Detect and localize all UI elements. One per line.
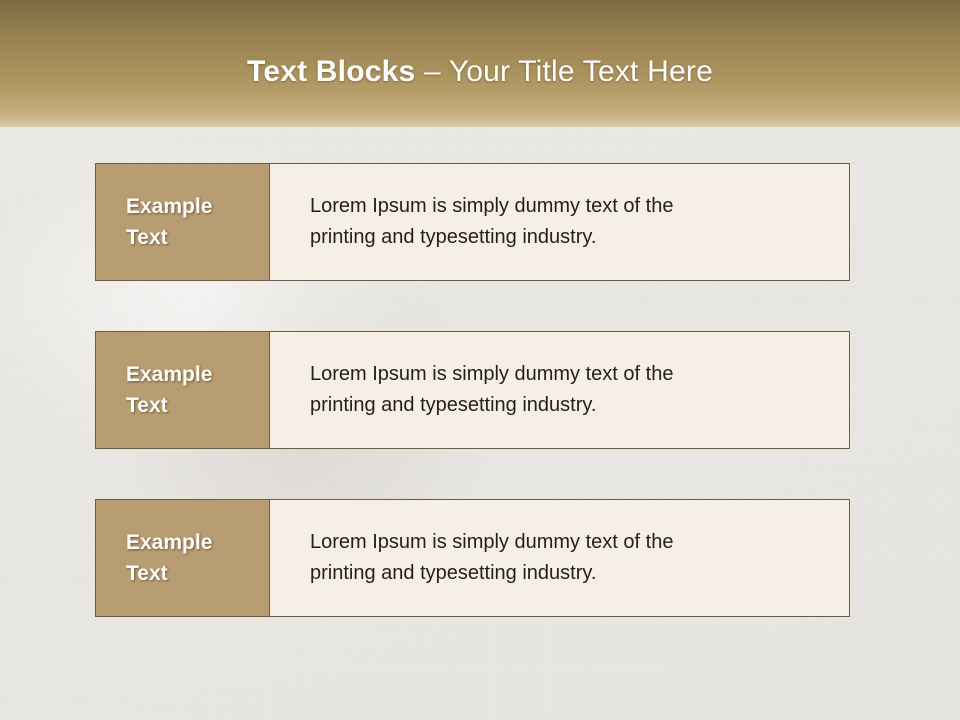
slide-header-band bbox=[0, 0, 960, 127]
text-block-label-line1: Example bbox=[126, 531, 213, 554]
page-title-separator: – bbox=[415, 55, 449, 88]
page-title-light: Your Title Text Here bbox=[448, 55, 713, 88]
text-block-label-line2: Text bbox=[126, 226, 168, 249]
text-block-label-line1: Example bbox=[126, 363, 213, 386]
text-block-label bbox=[96, 332, 270, 448]
text-block-label-line1: Example bbox=[126, 195, 213, 218]
text-block-body bbox=[270, 164, 849, 280]
text-block-body-line1: Lorem Ipsum is simply dummy text of the bbox=[310, 195, 674, 217]
text-block-label-line2: Text bbox=[126, 394, 168, 417]
text-block-label bbox=[96, 500, 270, 616]
page-title-bold: Text Blocks bbox=[247, 55, 416, 88]
text-block-body bbox=[270, 332, 849, 448]
text-block-label-line2: Text bbox=[126, 562, 168, 585]
text-block-row bbox=[95, 499, 850, 617]
text-block-label bbox=[96, 164, 270, 280]
page-title bbox=[0, 54, 960, 90]
text-block-body bbox=[270, 500, 849, 616]
text-block-row bbox=[95, 163, 850, 281]
text-block-body-line2: printing and typesetting industry. bbox=[310, 562, 597, 584]
text-block-body-line1: Lorem Ipsum is simply dummy text of the bbox=[310, 363, 674, 385]
text-blocks-list bbox=[95, 163, 850, 617]
text-block-body-line1: Lorem Ipsum is simply dummy text of the bbox=[310, 531, 674, 553]
text-block-body-line2: printing and typesetting industry. bbox=[310, 226, 597, 248]
text-block-row bbox=[95, 331, 850, 449]
text-block-body-line2: printing and typesetting industry. bbox=[310, 394, 597, 416]
